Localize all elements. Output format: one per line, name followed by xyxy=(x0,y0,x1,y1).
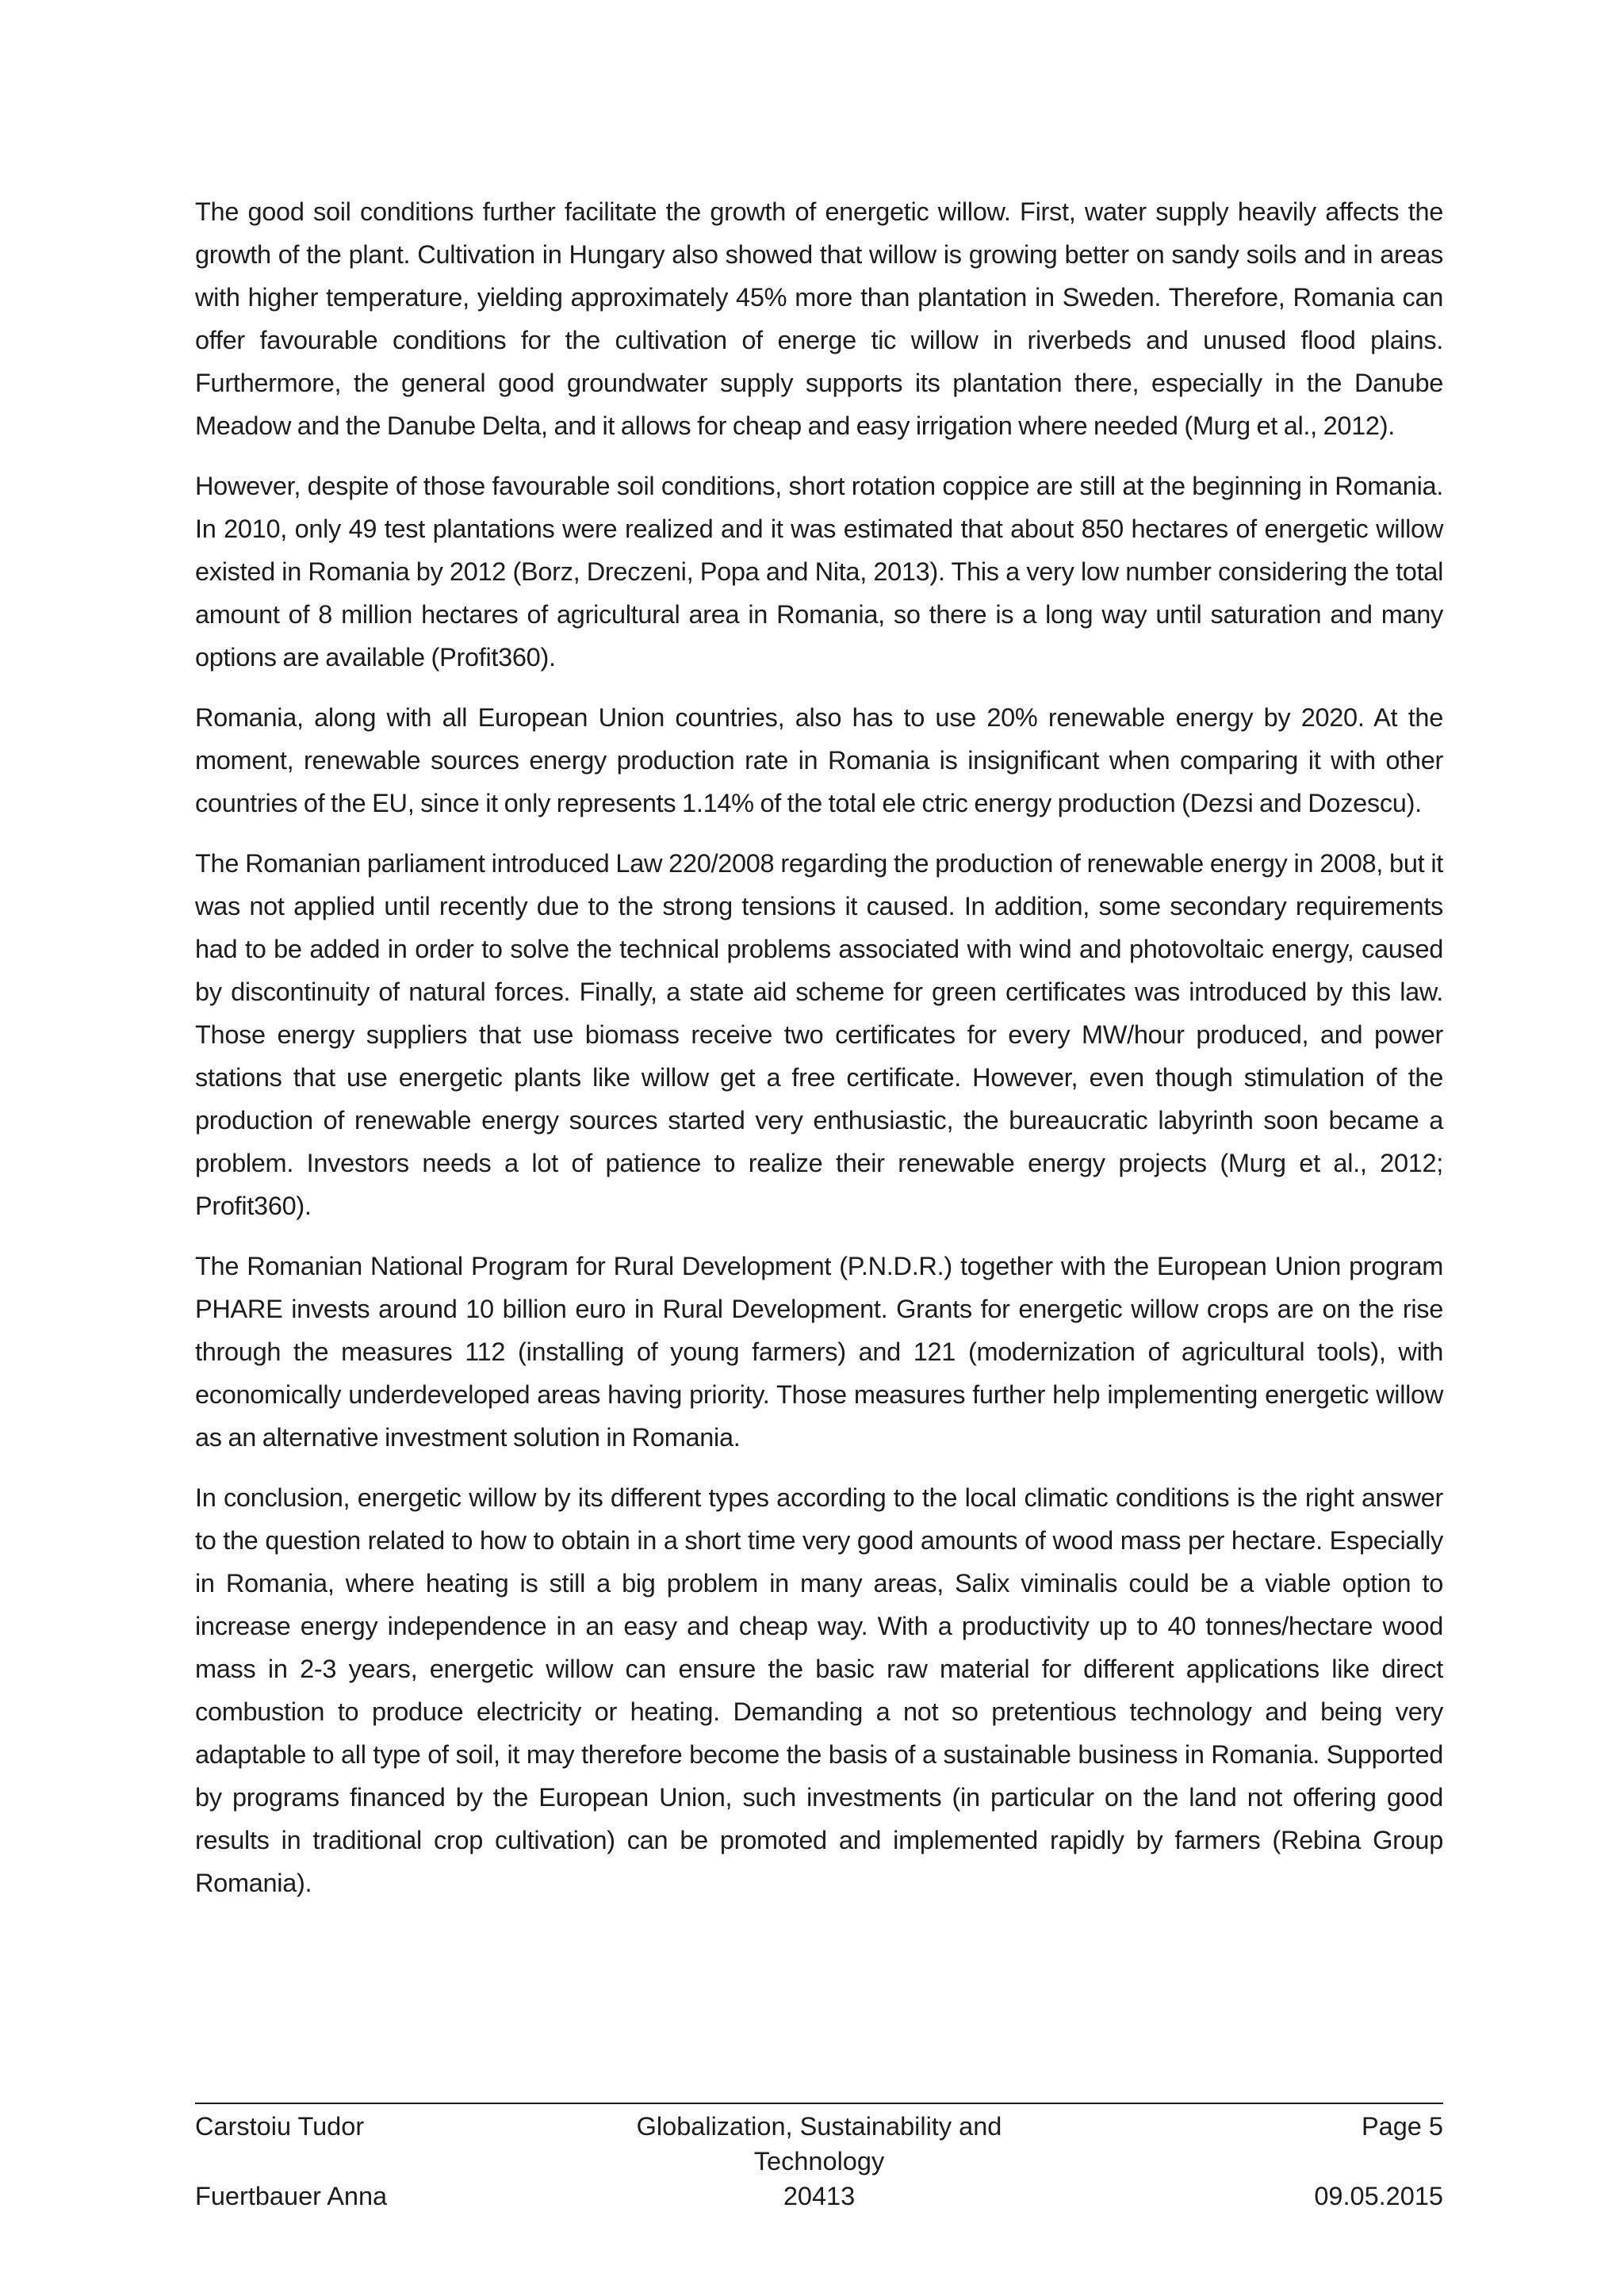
footer-row-1 xyxy=(195,2109,1443,2179)
paragraph-short-rotation-coppice: However, despite of those favourable soil conditions, short rotation coppice are still at the beginning in Romania. In 2010, only 49 test plantations were realized and it was estimated that about 850 hectares of energetic willow existed in Romania by 2012 (Borz, Dreczeni, Popa and Nita, 2013). This a very low number considering the total amount of 8 million hectares of agricultural area in Romania, so there is a long way until saturation and many options are available (Profit360). xyxy=(195,472,1443,672)
footer-page-number: Page 5 xyxy=(1361,2112,1443,2141)
footer-author-2: Fuertbauer Anna xyxy=(195,2182,388,2210)
footer-date: 09.05.2015 xyxy=(1314,2182,1443,2210)
paragraph-pndr-program: The Romanian National Program for Rural Development (P.N.D.R.) together with the European Union program PHARE invests around 10 billion euro in Rural Development. Grants for energetic willow crops are on the rise through the measures 112 (installing of young farmers) and 121 (modernization of agricultural tools), with economically underdeveloped areas having priority. Those measures further help implementing energetic willow as an alternative investment solution in Romania. xyxy=(195,1252,1443,1452)
footer-row-2 xyxy=(195,2179,1443,2214)
paragraph-soil-conditions: The good soil conditions further facilitate the growth of energetic willow. First, water supply heavily affects the growth of the plant. Cultivation in Hungary also showed that willow is growing better on sandy soils and in areas with higher temperature, yielding approximately 45% more than plantation in Sweden. Therefore, Romania can offer favourable conditions for the cultivation of energe tic willow in riverbeds and unused flood plains. Furthermore, the general good groundwater supply supports its plantation there, especially in the Danube Meadow and the Danube Delta, and it allows for cheap and easy irrigation where needed (Murg et al., 2012). xyxy=(195,197,1443,440)
footer-course-code: 20413 xyxy=(783,2182,856,2210)
body-text xyxy=(195,190,1443,1922)
paragraph-conclusion: In conclusion, energetic willow by its different types according to the local climatic conditions is the right answer to the question related to how to obtain in a short time very good amounts of wood mass per hectare. Especially in Romania, where heating is still a big problem in many areas, Salix viminalis could be a viable option to increase energy independence in an easy and cheap way. With a productivity up to 40 tonnes/hectare wood mass in 2-3 years, energetic willow can ensure the basic raw material for different applications like direct combustion to produce electricity or heating. Demanding a not so pretentious technology and being very adaptable to all type of soil, it may therefore become the basis of a sustainable business in Romania. Supported by programs financed by the European Union, such investments (in particular on the land not offering good results in traditional crop cultivation) can be promoted and implemented rapidly by farmers (Rebina Group Romania). xyxy=(195,1483,1443,1897)
paragraph-law-220-2008: The Romanian parliament introduced Law 220/2008 regarding the production of renewable energy in 2008, but it was not applied until recently due to the strong tensions it caused. In addition, some secondary requirements had to be added in order to solve the technical problems associated with wind and photovoltaic energy, caused by discontinuity of natural forces. Finally, a state aid scheme for green certificates was introduced by this law. Those energy suppliers that use biomass receive two certificates for every MW/hour produced, and power stations that use energetic plants like willow get a free certificate. However, even though stimulation of the production of renewable energy sources started very enthusiastic, the bureaucratic labyrinth soon became a problem. Investors needs a lot of patience to realize their renewable energy projects (Murg et al., 2012; Profit360). xyxy=(195,849,1443,1220)
page-footer xyxy=(195,2103,1443,2214)
footer-author-1: Carstoiu Tudor xyxy=(195,2112,365,2141)
footer-course-title: Globalization, Sustainability and Technology xyxy=(636,2112,1002,2175)
paragraph-renewable-target: Romania, along with all European Union countries, also has to use 20% renewable energy by 2020. At the moment, renewable sources energy production rate in Romania is insignificant when comparing it with other countries of the EU, since it only represents 1.14% of the total ele ctric energy production (Dezsi and Dozescu). xyxy=(195,703,1443,817)
